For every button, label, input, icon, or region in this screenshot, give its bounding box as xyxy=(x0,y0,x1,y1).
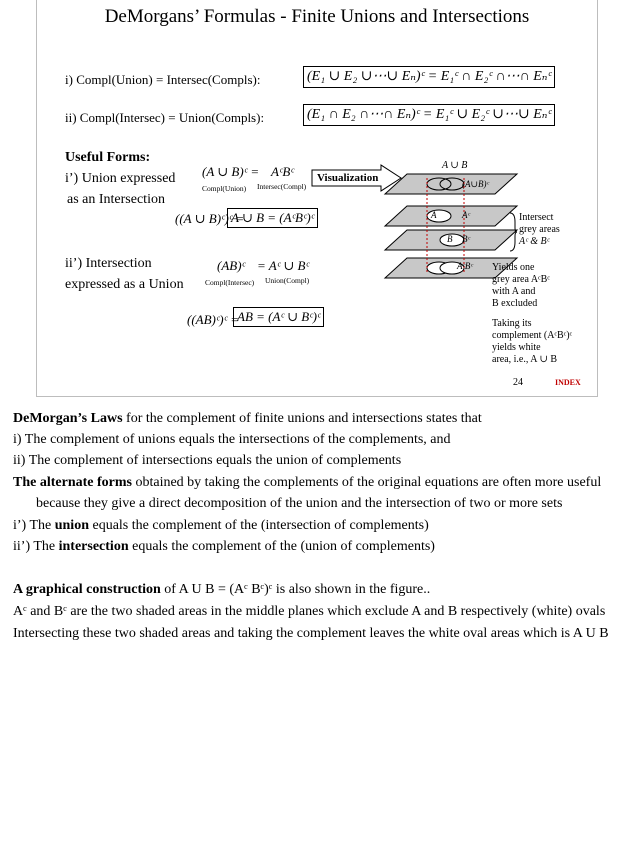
body-item-ii: ii) The complement of intersections equals the union of complements xyxy=(13,453,402,468)
plane-4-label: AᶜBᶜ xyxy=(457,261,473,271)
note-complement: Taking its complement (AᶜBᶜ)ᶜ yields white area, i.e., A ∪ B xyxy=(492,318,573,365)
union-expressed-line2: as an Intersection xyxy=(67,192,165,207)
plane-2-oval-label: A xyxy=(431,210,437,220)
plane-top-label: A ∪ B xyxy=(442,160,468,171)
eq-a-rhs: AᶜBᶜ xyxy=(271,164,294,179)
plane-1-label: (A∪B)ᶜ xyxy=(462,179,489,189)
eq-c-rhs: = Aᶜ ∪ Bᶜ xyxy=(257,258,309,273)
eq-b-lhs: ((A ∪ B)ᶜ)ᶜ = xyxy=(175,211,245,226)
note-brace xyxy=(509,212,517,252)
page-number: 24 xyxy=(513,377,523,388)
eq-a-sub2: Intersec(Compl) xyxy=(257,182,307,191)
plane-1 xyxy=(385,174,517,194)
eq-d-lhs: ((AB)ᶜ)ᶜ = xyxy=(187,312,240,327)
index-link[interactable]: INDEX xyxy=(555,378,581,387)
body-item-ii-prime: ii’) The intersection equals the complement of the (union of complements) xyxy=(13,539,435,554)
eq-a-lhs: (A ∪ B)ᶜ = xyxy=(202,164,260,179)
useful-forms-heading: Useful Forms: xyxy=(65,150,151,165)
note-yields: Yields one grey area AᶜBᶜ with A and B excluded xyxy=(492,262,550,309)
intersection-expressed-line2: expressed as a Union xyxy=(65,277,184,292)
body-paragraph-alternate: The alternate forms obtained by taking the complements of the original equations are often more useful xyxy=(13,475,602,490)
row2-formula: (E₁ ∩ E₂ ∩⋯∩ Eₙ)ᶜ = E₁ᶜ ∪ E₂ᶜ ∪⋯∪ Eₙᶜ xyxy=(303,104,555,126)
row2-label: ii) Compl(Intersec) = Union(Compls): xyxy=(65,110,265,125)
eq-c-lhs: (AB)ᶜ xyxy=(217,258,245,273)
plane-2-label: Aᶜ xyxy=(462,210,470,220)
row1-label: i) Compl(Union) = Intersec(Compls): xyxy=(65,72,261,87)
body-item-i: i) The complement of unions equals the intersections of the complements, and xyxy=(13,432,451,447)
note-intersect: Intersect grey areas Aᶜ & Bᶜ xyxy=(519,212,560,247)
slide-frame xyxy=(36,0,598,397)
body-paragraph-graphical: A graphical construction of A U B = (Aᶜ Bᶜ)ᶜ is also shown in the figure.. xyxy=(13,582,431,597)
row1-formula: (E₁ ∪ E₂ ∪⋯∪ Eₙ)ᶜ = E₁ᶜ ∩ E₂ᶜ ∩⋯∩ Eₙᶜ xyxy=(303,66,555,88)
body-paragraph-1: DeMorgan’s Laws for the complement of finite unions and intersections states that xyxy=(13,411,482,426)
intersection-expressed-line1: ii’) Intersection xyxy=(65,256,152,271)
visualization-label: Visualization xyxy=(317,172,379,184)
union-expressed-line1: i’) Union expressed xyxy=(65,171,176,186)
plane-3-label: Bᶜ xyxy=(462,234,470,244)
slide-title: DeMorgans’ Formulas - Finite Unions and Intersections xyxy=(104,6,530,27)
eq-c-sub2: Union(Compl) xyxy=(265,276,310,285)
eq-c-sub1: Compl(Intersec) xyxy=(205,278,255,287)
plane-2 xyxy=(385,206,517,226)
body-paragraph-shaded: Aᶜ and Bᶜ are the two shaded areas in the middle planes which exclude A and B respectively (white) ovals xyxy=(13,604,606,619)
plane-3-oval-label: B xyxy=(447,234,453,244)
eq-a-sub1: Compl(Union) xyxy=(202,184,247,193)
body-item-i-prime: i’) The union equals the complement of the (intersection of complements) xyxy=(13,518,429,533)
eq-d-box: AB = (Aᶜ ∪ Bᶜ)ᶜ xyxy=(233,307,324,327)
body-paragraph-intersecting: Intersecting these two shaded areas and taking the complement leaves the white oval areas which is A U B xyxy=(13,626,609,641)
body-paragraph-alternate-cont: because they give a direct decomposition of the union and the intersection of two or more sets xyxy=(36,496,563,511)
eq-b-box: A ∪ B = (AᶜBᶜ)ᶜ xyxy=(227,208,318,228)
